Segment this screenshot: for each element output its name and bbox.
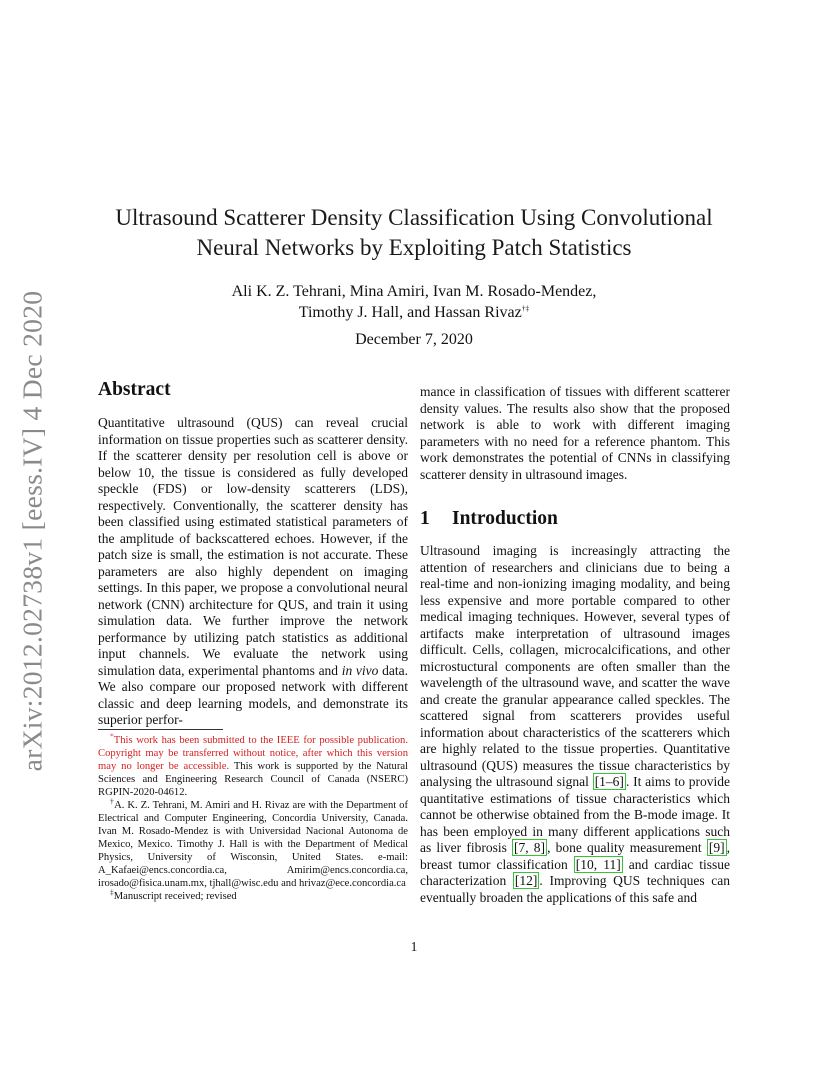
- citation-link[interactable]: [7, 8]: [514, 840, 546, 855]
- footnote-2: [98, 796, 408, 890]
- intro-text-part-1: Ultrasound imaging is increasingly attracting the attention of researchers and clinicians due to being a real-time and non-ionizing imaging modality, and being less expensive and more portable compared to other medical imaging techniques. However, several types of artifacts make interpretation of ultrasound images difficult. Cells, collagen, microcalcifications, and other microstuctural components are often smaller than the wavelength of the ultrasound wave, and scatter the wave and create the granular appearance called speckles. The scattered signal from scatterers provides useful information about characteristics of the scatterers which are highly related to the tissue properties. Quantitative ultrasound (QUS) measures the tissue characteristics by analysing the ultrasound signal: [420, 543, 730, 789]
- citation-link[interactable]: [12]: [514, 873, 538, 888]
- title-line-2: Neural Networks by Exploiting Patch Statistics: [196, 235, 632, 260]
- footnote-2-mark: †: [110, 796, 115, 806]
- abstract-text: [98, 415, 408, 729]
- citation-link[interactable]: [1–6]: [594, 774, 624, 789]
- arxiv-identifier-stamp: [6, 290, 58, 772]
- paper-date: December 7, 2020: [355, 331, 473, 348]
- section-heading-introduction: [420, 507, 730, 531]
- intro-text-part-4: , breast tumor classification: [420, 840, 730, 872]
- authors-line-1: Ali K. Z. Tehrani, Mina Amiri, Ivan M. Rosado-Mendez,: [231, 283, 597, 300]
- footnote-1-mark: *: [110, 731, 114, 741]
- footnote-rule: [98, 729, 223, 730]
- intro-text-part-6: . Improving QUS techniques can eventually broaden the applications of this safe and: [420, 873, 730, 905]
- footnote-1-funding: This work is supported by the Natural Sciences and Engineering Research Council of Canada (NSERC) RGPIN-2020-04612.: [98, 761, 409, 798]
- author-list: [90, 281, 738, 323]
- abstract-continued-text: mance in classification of tissues with different scatterer density values. The results also show that the proposed network is able to work with different imaging parameters with no need for a reference phantom. This work demonstrates the potential of CNNs in classifying scatterer density in ultrasound images.: [420, 384, 730, 482]
- citation-link[interactable]: [9]: [708, 840, 725, 855]
- intro-text-part-3: , bone quality measurement: [547, 840, 707, 855]
- abstract-text-part-1: Quantitative ultrasound (QUS) can reveal crucial information on tissue properties such as scatterer density. If the scatterer density per resolution cell is above or below 10, the tissue is considered as fully developed speckle (FDS) or low-density scatterers (LDS), respectively. Conventionally, the scatterer density has been classified using estimated statistical parameters of the amplitude of backscattered echoes. However, if the patch size is small, the estimation is not accurate. These parameters are also highly dependent on imaging settings. In this paper, we propose a convolutional neural network (CNN) architecture for QUS, and train it using simulation data. We further improve the network performance by utilizing patch statistics as additional input channels. We evaluate the network using simulation data, experimental phantoms and: [98, 415, 408, 678]
- footnote-1: [98, 731, 409, 799]
- intro-text-part-2: . It aims to provide quantitative estimations of tissue characteristics which cannot be otherwise obtained from the B-mode image. It has been employed in many different applications such as liver fibrosis: [420, 774, 730, 855]
- page-number: 1: [410, 939, 418, 954]
- abstract-heading: Abstract: [98, 379, 171, 400]
- section-title: Introduction: [452, 508, 558, 529]
- arxiv-identifier-text: arXiv:2012.02738v1 [eess.IV] 4 Dec 2020: [16, 290, 47, 772]
- footnote-1-copyright-notice: This work has been submitted to the IEEE for possible publication. Copyright may be transferred without notice, after which this version may no longer be accessible.: [98, 735, 408, 772]
- introduction-text: [420, 543, 730, 906]
- authors-line-2: Timothy J. Hall, and Hassan Rivaz: [298, 304, 522, 321]
- abstract-italic-term: in vivo: [341, 662, 379, 678]
- footnote-2-affiliations: A. K. Z. Tehrani, M. Amiri and H. Rivaz are with the Department of Electrical and Computer Engineering, Concordia University, Canada. Ivan M. Rosado-Mendez is with Universidad Nacional Autonoma de Mexico, Mexico. Timothy J. Hall is with the Department of Medical Physics, University of Wisconsin, United States. e-mail: A_Kafaei@encs.concordia.ca, Amirim@encs.concordia.ca, irosado@fisica.unam.mx, tjhall@wisc.edu and hrivaz@ece.concordia.ca: [98, 800, 408, 889]
- footnote-3-manuscript: Manuscript received; revised: [113, 891, 237, 902]
- authors-footnote-mark: †‡: [521, 303, 530, 313]
- title-line-1: Ultrasound Scatterer Density Classification Using Convolutional: [115, 205, 713, 230]
- footnotes: [98, 731, 409, 903]
- intro-text-part-5: and cardiac tissue characterization: [420, 856, 730, 888]
- paper-title: [90, 203, 738, 263]
- section-number: 1: [420, 508, 430, 529]
- citation-link[interactable]: [10, 11]: [575, 856, 621, 872]
- abstract-text-part-2: data. We also compare our proposed network with different classic and deep learning models, and demonstrate its superior perfor-: [98, 662, 408, 727]
- footnote-3: [98, 887, 408, 903]
- footnote-3-mark: ‡: [110, 887, 114, 897]
